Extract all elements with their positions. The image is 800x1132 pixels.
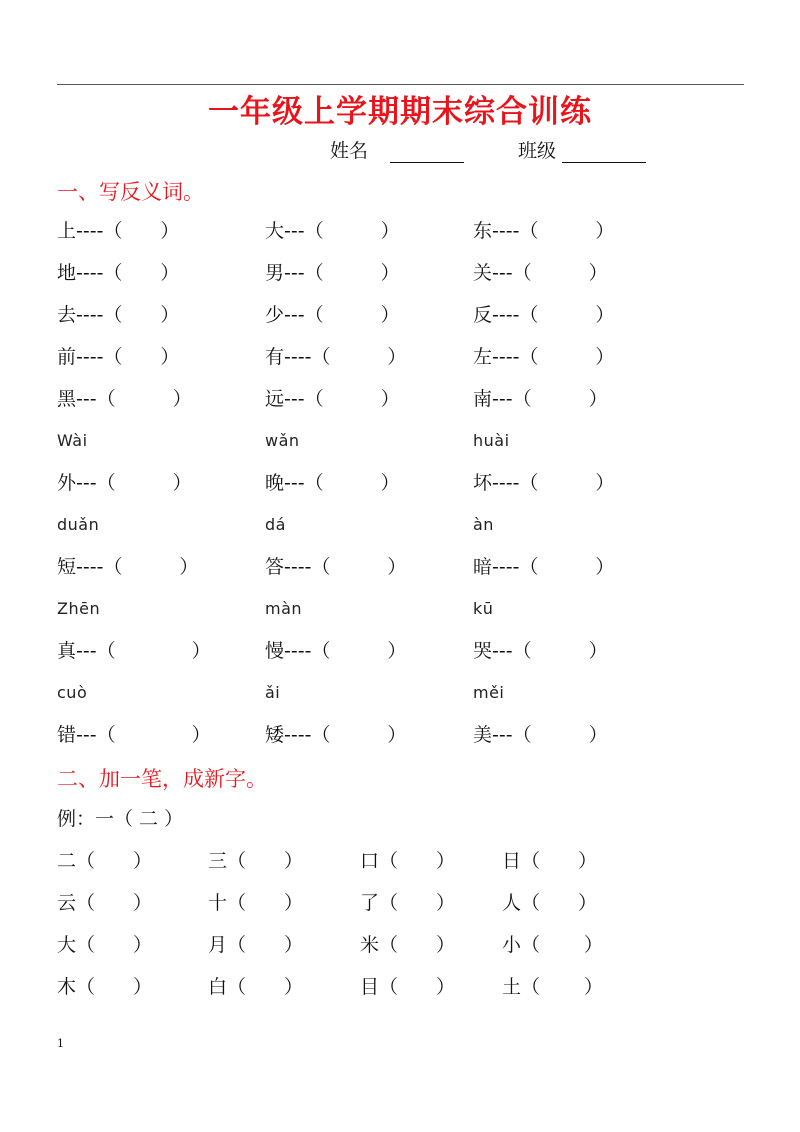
antonym-item: 真---（ ） [57,640,211,662]
antonym-item: 少---（ ） [265,304,400,326]
antonym-item: 美---（ ） [473,724,608,746]
pinyin-label: huài [473,431,510,450]
antonym-item: 有----（ ） [265,346,407,368]
antonym-item: 反----（ ） [473,304,615,326]
antonym-item: 东----（ ） [473,220,615,242]
antonym-item: 错---（ ） [57,724,211,746]
section2-heading: 二、加一笔，成新字。 [57,767,267,791]
antonym-item: 坏----（ ） [473,472,615,494]
antonym-item: 暗----（ ） [473,556,615,578]
antonym-item: 短----（ ） [57,556,199,578]
add-stroke-item: 二（ ） [57,850,153,872]
antonym-item: 南---（ ） [473,388,608,410]
pinyin-label: dá [265,515,286,534]
antonym-item: 上----（ ） [57,220,180,242]
class-field [518,136,646,163]
antonym-item: 左----（ ） [473,346,615,368]
top-rule [57,84,744,85]
class-blank [562,142,646,163]
pinyin-label: cuò [57,683,88,702]
add-stroke-item: 目（ ） [360,976,456,998]
pinyin-label: àn [473,515,494,534]
pinyin-label: wǎn [265,431,300,450]
add-stroke-item: 小（ ） [502,934,604,956]
class-label: 班级 [518,140,557,162]
pinyin-label: měi [473,683,505,702]
antonym-item: 地----（ ） [57,262,180,284]
antonym-item: 哭---（ ） [473,640,608,662]
add-stroke-item: 大（ ） [57,934,153,956]
add-stroke-item: 米（ ） [360,934,456,956]
antonym-item: 去----（ ） [57,304,180,326]
antonym-item: 黑---（ ） [57,388,192,410]
name-label: 姓名 [330,140,369,162]
pinyin-label: màn [265,599,303,618]
antonym-item: 前----（ ） [57,346,180,368]
section1-heading: 一、写反义词。 [57,180,204,204]
antonym-item: 远---（ ） [265,388,400,410]
add-stroke-item: 月（ ） [208,934,304,956]
pinyin-label: kū [473,599,494,618]
antonym-item: 大---（ ） [265,220,400,242]
add-stroke-item: 日（ ） [502,850,598,872]
pinyin-label: Zhēn [57,599,101,618]
add-stroke-item: 口（ ） [360,850,456,872]
pinyin-label: duǎn [57,515,100,534]
pinyin-label: Wài [57,431,88,450]
antonym-item: 关---（ ） [473,262,608,284]
add-stroke-item: 木（ ） [57,976,153,998]
add-stroke-item: 了（ ） [360,892,456,914]
pinyin-label: ǎi [265,683,281,702]
name-field [330,136,464,163]
add-stroke-item: 云（ ） [57,892,153,914]
add-stroke-item: 人（ ） [502,892,598,914]
add-stroke-item: 十（ ） [208,892,304,914]
antonym-item: 矮----（ ） [265,724,407,746]
add-stroke-item: 白（ ） [208,976,304,998]
page-title: 一年级上学期期末综合训练 [208,94,592,130]
add-stroke-item: 土（ ） [502,976,604,998]
antonym-item: 慢----（ ） [265,640,407,662]
antonym-item: 男---（ ） [265,262,400,284]
antonym-item: 外---（ ） [57,472,192,494]
page-number: 1 [57,1037,64,1050]
name-blank [390,142,464,163]
antonym-item: 晚---（ ） [265,472,400,494]
add-stroke-item: 三（ ） [208,850,304,872]
example-line: 例：一（ 二 ） [57,808,184,830]
antonym-item: 答----（ ） [265,556,407,578]
